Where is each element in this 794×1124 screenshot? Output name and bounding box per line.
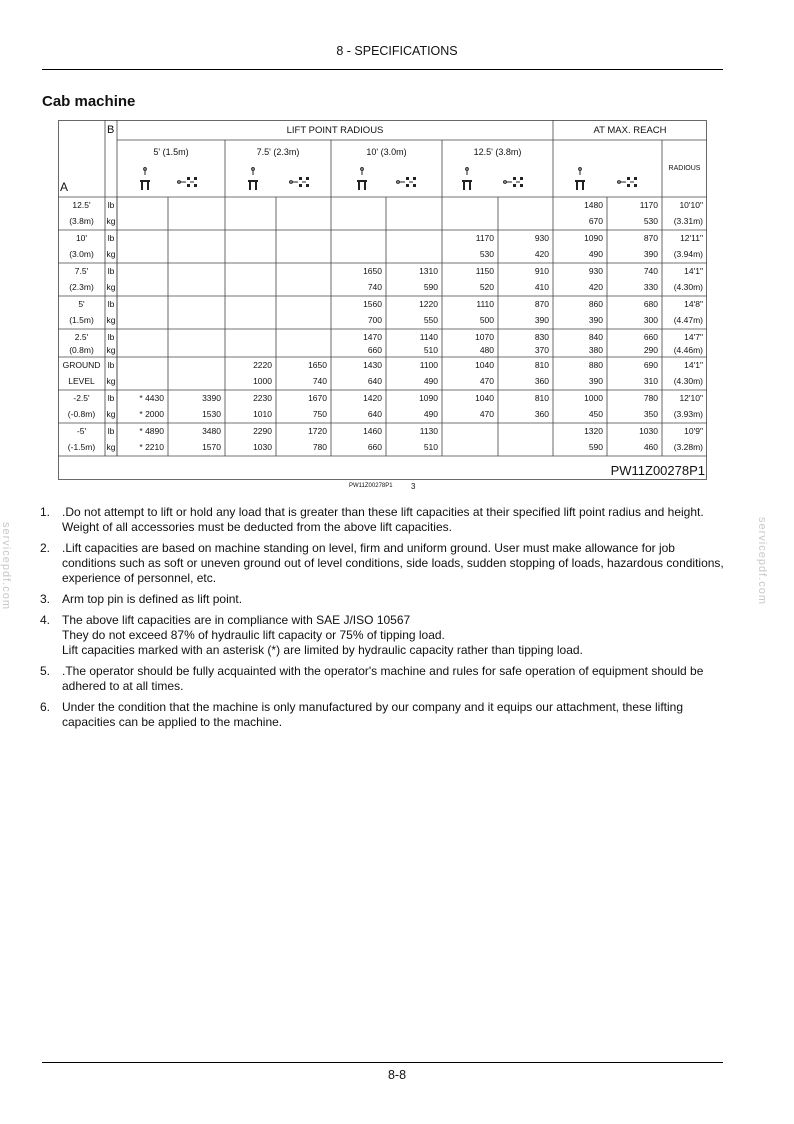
unit-kg: kg (106, 215, 116, 226)
capacity-cell-lb: 1040 (475, 393, 494, 403)
row-height-metric: (-1.5m) (67, 441, 96, 452)
unit-lb: lb (107, 393, 115, 403)
capacity-cell-kg: 360 (534, 375, 549, 386)
lift-point-radius-header: LIFT POINT RADIOUS (286, 125, 384, 136)
capacity-cell-kg: 290 (643, 345, 658, 355)
capacity-cell-lb: 12'11" (680, 233, 703, 243)
unit-lb: lb (107, 233, 115, 243)
capacity-cell-lb: 14'1" (684, 266, 703, 276)
row-height-label: 10' (75, 233, 88, 243)
capacity-cell-kg: 300 (643, 314, 658, 325)
unit-lb: lb (107, 332, 115, 342)
capacity-cell-lb: 1480 (584, 200, 603, 210)
capacity-cell-lb: 930 (588, 266, 603, 276)
page-number: 8-8 (387, 1068, 407, 1082)
capacity-cell-kg: 460 (643, 441, 658, 452)
capacity-cell-lb: 870 (534, 299, 549, 309)
capacity-cell-lb: 1670 (308, 393, 327, 403)
capacity-cell-lb: * 4430 (139, 393, 164, 403)
note-6: 6. Under the condition that the machine is only manufactured by our company and it equips our attachment, these lifting capacities can be applied to the machine. (40, 700, 684, 729)
capacity-cell-kg: 660 (367, 345, 382, 355)
capacity-cell-kg: 700 (367, 314, 382, 325)
capacity-cell-lb: 1090 (584, 233, 603, 243)
radius-col-12-5ft: 12.5' (3.8m) (473, 147, 522, 157)
capacity-cell-lb: 680 (643, 299, 658, 309)
unit-kg: kg (106, 441, 116, 452)
capacity-cell-kg: 640 (367, 408, 382, 419)
radius-header: RADIOUS (668, 165, 701, 172)
capacity-cell-kg: 590 (588, 441, 603, 452)
page-title: Cab machine (42, 93, 136, 110)
capacity-cell-kg: (4.47m) (673, 314, 703, 325)
capacity-cell-kg: 390 (588, 314, 603, 325)
capacity-cell-kg: 420 (534, 248, 549, 259)
unit-lb: lb (107, 299, 115, 309)
capacity-cell-kg: 480 (479, 345, 494, 355)
note-5: 5. .The operator should be fully acquainted with the operator's machine and rules for safe operation of equipment should be adhered to at all times. (40, 664, 704, 693)
row-height-label: 5' (78, 299, 85, 309)
capacity-cell-kg: 1570 (202, 441, 221, 452)
capacity-cell-lb: 1430 (363, 360, 382, 370)
capacity-cell-lb: 1070 (475, 332, 494, 342)
capacity-cell-kg: 740 (312, 375, 327, 386)
capacity-cell-lb: 810 (534, 360, 549, 370)
capacity-cell-lb: 10'10" (679, 200, 703, 210)
row-height-metric: (-0.8m) (67, 408, 96, 419)
capacity-cell-lb: 3480 (202, 426, 221, 436)
capacity-cell-kg: 310 (643, 375, 658, 386)
figure-caption-number: 3 (411, 482, 416, 491)
capacity-cell-lb: 690 (643, 360, 658, 370)
capacity-cell-kg: 470 (479, 375, 494, 386)
capacity-cell-kg: 370 (534, 345, 549, 355)
corner-a-label: A (60, 180, 69, 194)
unit-lb: lb (107, 360, 115, 370)
capacity-cell-kg: 520 (479, 281, 494, 292)
corner-b-label: B (107, 124, 115, 136)
capacity-cell-lb: 1150 (475, 266, 494, 276)
capacity-cell-lb: 1040 (475, 360, 494, 370)
row-height-label: -2.5' (73, 393, 90, 403)
unit-lb: lb (107, 266, 115, 276)
unit-kg: kg (106, 408, 116, 419)
capacity-cell-lb: 1470 (363, 332, 382, 342)
capacity-cell-lb: 1100 (419, 360, 438, 370)
capacity-cell-kg: (3.93m) (673, 408, 703, 419)
capacity-cell-lb: 1030 (639, 426, 658, 436)
capacity-cell-lb: * 4890 (139, 426, 164, 436)
capacity-cell-lb: 740 (643, 266, 658, 276)
row-height-metric: LEVEL (68, 375, 95, 386)
capacity-cell-lb: 3390 (202, 393, 221, 403)
unit-kg: kg (106, 281, 116, 292)
figure-caption-code: PW11Z00278P1 (349, 483, 393, 489)
row-height-metric: (3.0m) (69, 248, 94, 259)
capacity-cell-lb: 14'1" (684, 360, 703, 370)
capacity-cell-kg: 1530 (202, 408, 221, 419)
capacity-cell-kg: 350 (643, 408, 658, 419)
capacity-cell-kg: 660 (367, 441, 382, 452)
row-height-metric: (0.8m) (69, 345, 94, 355)
note-2: 2. .Lift capacities are based on machine standing on level, firm and uniform ground. User must make allowance for job conditions such as soft or uneven ground out of level conditions, side loads, sudden stopping of loads, hazardous conditions, experience of personnel, etc. (40, 541, 724, 585)
capacity-cell-kg: (4.30m) (673, 281, 703, 292)
capacity-cell-lb: 2290 (253, 426, 272, 436)
capacity-cell-lb: 1310 (419, 266, 438, 276)
capacity-cell-kg: 420 (588, 281, 603, 292)
capacity-cell-kg: 490 (423, 408, 438, 419)
capacity-cell-kg: (3.28m) (673, 441, 703, 452)
lift-capacity-table (58, 120, 707, 480)
capacity-cell-kg: 1010 (253, 408, 272, 419)
row-height-label: 7.5' (74, 266, 89, 276)
capacity-cell-kg: 330 (643, 281, 658, 292)
capacity-cell-kg: 510 (423, 345, 438, 355)
capacity-cell-kg: 380 (588, 345, 603, 355)
note-3: 3. Arm top pin is defined as lift point. (40, 592, 243, 606)
capacity-cell-kg: * 2210 (139, 441, 164, 452)
watermark-left: servicepdf.com (0, 522, 12, 610)
capacity-cell-lb: 840 (588, 332, 603, 342)
capacity-cell-lb: 1560 (363, 299, 382, 309)
capacity-cell-kg: 390 (534, 314, 549, 325)
capacity-cell-kg: * 2000 (139, 408, 164, 419)
capacity-cell-kg: 780 (312, 441, 327, 452)
capacity-cell-lb: 1420 (363, 393, 382, 403)
row-height-metric: (1.5m) (69, 314, 94, 325)
unit-kg: kg (106, 314, 116, 325)
capacity-cell-kg: 530 (643, 215, 658, 226)
capacity-cell-lb: 1170 (639, 200, 658, 210)
capacity-cell-kg: 740 (367, 281, 382, 292)
capacity-cell-kg: 1000 (253, 375, 272, 386)
capacity-cell-lb: 660 (643, 332, 658, 342)
unit-kg: kg (106, 345, 116, 355)
capacity-cell-kg: 640 (367, 375, 382, 386)
capacity-cell-lb: 14'7" (684, 332, 703, 342)
capacity-cell-lb: 2230 (253, 393, 272, 403)
notes-list (40, 505, 730, 736)
row-height-label: GROUND (62, 360, 101, 370)
capacity-cell-lb: 1000 (584, 393, 603, 403)
capacity-cell-lb: 930 (534, 233, 549, 243)
row-height-label: 2.5' (74, 332, 89, 342)
capacity-cell-lb: 1650 (363, 266, 382, 276)
capacity-cell-kg: 750 (312, 408, 327, 419)
capacity-cell-kg: (3.94m) (673, 248, 703, 259)
radius-col-7-5ft: 7.5' (2.3m) (256, 147, 300, 157)
unit-kg: kg (106, 248, 116, 259)
table-code: PW11Z00278P1 (610, 463, 705, 478)
capacity-cell-lb: 870 (643, 233, 658, 243)
capacity-cell-kg: 390 (643, 248, 658, 259)
capacity-cell-kg: 490 (588, 248, 603, 259)
row-height-metric: (2.3m) (69, 281, 94, 292)
capacity-cell-lb: 1110 (476, 299, 494, 309)
footer-rule (42, 1062, 723, 1063)
capacity-cell-lb: 1220 (419, 299, 438, 309)
capacity-cell-lb: 1130 (419, 426, 438, 436)
capacity-cell-kg: 500 (479, 314, 494, 325)
header-rule (42, 69, 723, 70)
note-1: 1. .Do not attempt to lift or hold any load that is greater than these lift capacities at their specified lift point radius and height. Weight of all accessories must be deducted from the above lift capacities. (40, 505, 704, 534)
capacity-cell-lb: 860 (588, 299, 603, 309)
capacity-cell-kg: 530 (479, 248, 494, 259)
capacity-cell-lb: 1650 (308, 360, 327, 370)
note-4: 4. The above lift capacities are in compliance with SAE J/ISO 10567 They do not exceed 87% of hydraulic lift capacity or 75% of tipping load. Lift capacities marked with an asterisk (*) are limited by hydraulic capacity rather than tipping load. (40, 613, 583, 657)
capacity-cell-lb: 1140 (419, 332, 438, 342)
capacity-cell-lb: 1320 (584, 426, 603, 436)
capacity-cell-kg: 1030 (253, 441, 272, 452)
capacity-cell-kg: 470 (479, 408, 494, 419)
capacity-cell-lb: 910 (534, 266, 549, 276)
radius-col-5ft: 5' (1.5m) (153, 147, 189, 157)
unit-lb: lb (107, 426, 115, 436)
capacity-cell-kg: (4.30m) (673, 375, 703, 386)
capacity-cell-lb: 880 (588, 360, 603, 370)
capacity-cell-kg: 670 (588, 215, 603, 226)
capacity-cell-lb: 810 (534, 393, 549, 403)
unit-lb: lb (107, 200, 115, 210)
capacity-cell-kg: (3.31m) (673, 215, 703, 226)
capacity-cell-lb: 830 (534, 332, 549, 342)
capacity-cell-lb: 10'9" (684, 426, 703, 436)
capacity-cell-kg: 450 (588, 408, 603, 419)
capacity-cell-kg: 490 (423, 375, 438, 386)
capacity-cell-kg: 510 (423, 441, 438, 452)
capacity-cell-kg: 360 (534, 408, 549, 419)
row-height-label: 12.5' (72, 200, 91, 210)
row-height-label: -5' (76, 426, 87, 436)
capacity-cell-kg: 590 (423, 281, 438, 292)
capacity-cell-lb: 1090 (419, 393, 438, 403)
row-height-metric: (3.8m) (69, 215, 94, 226)
capacity-cell-lb: 2220 (253, 360, 272, 370)
capacity-cell-lb: 12'10" (679, 393, 703, 403)
capacity-cell-lb: 780 (643, 393, 658, 403)
radius-col-10ft: 10' (3.0m) (366, 147, 407, 157)
capacity-cell-kg: 550 (423, 314, 438, 325)
capacity-cell-lb: 14'8" (684, 299, 703, 309)
unit-kg: kg (106, 375, 116, 386)
max-reach-header: AT MAX. REACH (593, 125, 667, 136)
section-header: 8 - SPECIFICATIONS (336, 44, 458, 58)
watermark-right: servicepdf.com (755, 517, 768, 605)
capacity-cell-kg: 410 (534, 281, 549, 292)
capacity-cell-lb: 1720 (308, 426, 327, 436)
capacity-cell-kg: (4.46m) (673, 345, 703, 355)
capacity-cell-kg: 390 (588, 375, 603, 386)
capacity-cell-lb: 1170 (475, 233, 494, 243)
capacity-cell-lb: 1460 (363, 426, 382, 436)
